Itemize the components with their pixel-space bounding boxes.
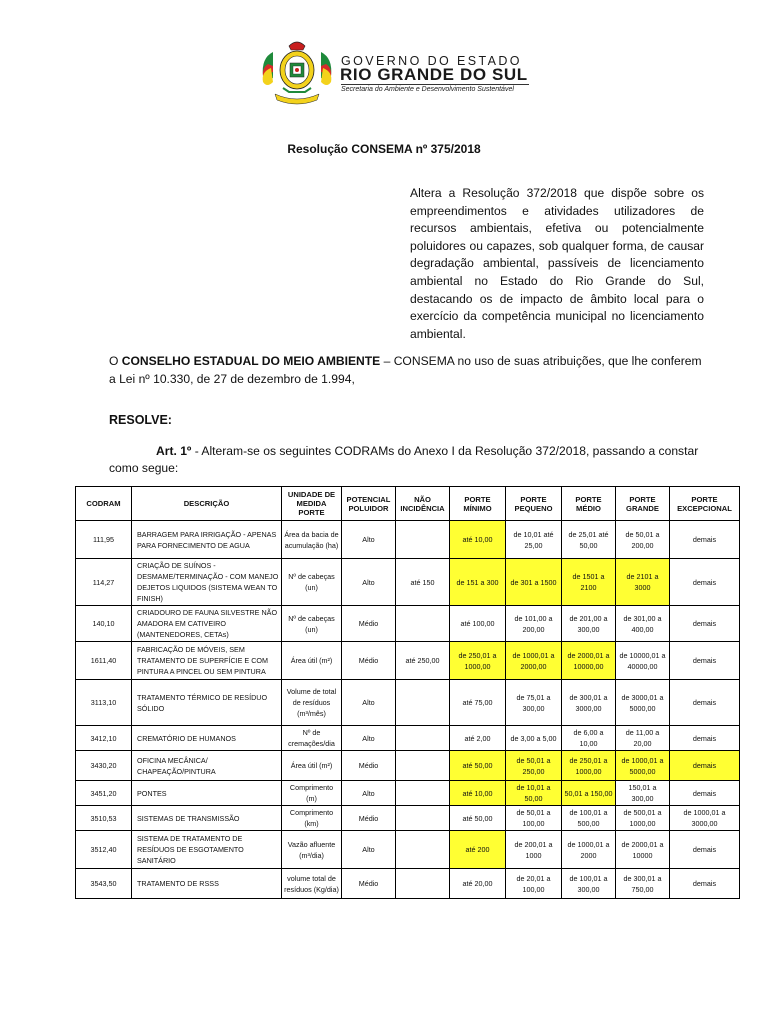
codram-cell: 3412,10 bbox=[76, 726, 132, 751]
codram-cell: 3543,50 bbox=[76, 869, 132, 899]
table-cell: 150,01 a 300,00 bbox=[616, 781, 670, 806]
table-cell: de 1501 a 2100 bbox=[562, 559, 616, 606]
table-row bbox=[76, 606, 740, 642]
table-cell: 50,01 a 150,00 bbox=[562, 781, 616, 806]
table-cell: volume total de resíduos (Kg/dia) bbox=[282, 869, 342, 899]
table-cell: de 3000,01 a 5000,00 bbox=[616, 680, 670, 726]
description-cell: SISTEMA DE TRATAMENTO DE RESÍDUOS DE ESGOTAMENTO SANITÁRIO bbox=[132, 831, 282, 869]
table-row bbox=[76, 680, 740, 726]
column-header: PORTE GRANDE bbox=[616, 487, 670, 521]
table-cell: de 250,01 a 1000,00 bbox=[562, 751, 616, 781]
table-cell: Nº de cabeças (un) bbox=[282, 606, 342, 642]
column-header: PORTE EXCEPCIONAL bbox=[670, 487, 740, 521]
council-name: CONSELHO ESTADUAL DO MEIO AMBIENTE bbox=[121, 354, 381, 368]
codram-cell: 3113,10 bbox=[76, 680, 132, 726]
table-cell bbox=[396, 726, 450, 751]
table-cell: Volume de total de resíduos (m³/mês) bbox=[282, 680, 342, 726]
table-cell: Área útil (m²) bbox=[282, 642, 342, 680]
table-row bbox=[76, 726, 740, 751]
column-header: NÃO INCIDÊNCIA bbox=[396, 487, 450, 521]
table-cell: até 250,00 bbox=[396, 642, 450, 680]
column-header: PORTE PEQUENO bbox=[506, 487, 562, 521]
table-cell: de 3,00 a 5,00 bbox=[506, 726, 562, 751]
table-cell bbox=[396, 831, 450, 869]
description-cell: CRIADOURO DE FAUNA SILVESTRE NÃO AMADORA EM CATIVEIRO (MANTENEDORES, CETAs) bbox=[132, 606, 282, 642]
table-cell: de 500,01 a 1000,00 bbox=[616, 806, 670, 831]
description-cell: BARRAGEM PARA IRRIGAÇÃO - APENAS PARA FORNECIMENTO DE AGUA bbox=[132, 521, 282, 559]
table-cell: de 101,00 a 200,00 bbox=[506, 606, 562, 642]
table-cell: Comprimento (m) bbox=[282, 781, 342, 806]
table-cell: até 200 bbox=[450, 831, 506, 869]
description-cell: FABRICAÇÃO DE MÓVEIS, SEM TRATAMENTO DE SUPERFÍCIE E COM PINTURA A PINCEL OU SEM PINTURA bbox=[132, 642, 282, 680]
table-row bbox=[76, 642, 740, 680]
resolve-heading: RESOLVE: bbox=[109, 413, 172, 427]
table-cell bbox=[396, 806, 450, 831]
codram-cell: 140,10 bbox=[76, 606, 132, 642]
intro-prefix: O bbox=[109, 354, 122, 368]
table-cell: até 100,00 bbox=[450, 606, 506, 642]
column-header: CODRAM bbox=[76, 487, 132, 521]
table-cell: Médio bbox=[342, 751, 396, 781]
table-row bbox=[76, 781, 740, 806]
table-row bbox=[76, 806, 740, 831]
table-cell: demais bbox=[670, 781, 740, 806]
table-cell: de 50,01 a 250,00 bbox=[506, 751, 562, 781]
table-cell: Médio bbox=[342, 869, 396, 899]
table-cell: demais bbox=[670, 642, 740, 680]
table-cell: até 10,00 bbox=[450, 781, 506, 806]
table-cell: até 50,00 bbox=[450, 751, 506, 781]
codram-table bbox=[75, 486, 740, 899]
table-cell: até 50,00 bbox=[450, 806, 506, 831]
table-cell: de 2000,01 a 10000,00 bbox=[562, 642, 616, 680]
table-cell: Nº de cabeças (un) bbox=[282, 559, 342, 606]
table-cell: Área da bacia de acumulação (ha) bbox=[282, 521, 342, 559]
intro-text: – CONSEMA no uso de suas atribuições, que lhe conferem a Lei nº 10.330, de 27 de dezembro de 1.994, bbox=[109, 354, 702, 386]
codram-cell: 3451,20 bbox=[76, 781, 132, 806]
table-cell: de 1000,01 a 2000,00 bbox=[506, 642, 562, 680]
table-cell bbox=[396, 680, 450, 726]
description-cell: OFICINA MECÂNICA/ CHAPEAÇÃO/PINTURA bbox=[132, 751, 282, 781]
table-cell bbox=[396, 521, 450, 559]
table-cell: de 2101 a 3000 bbox=[616, 559, 670, 606]
table-cell: de 200,01 a 1000 bbox=[506, 831, 562, 869]
table-cell: Alto bbox=[342, 831, 396, 869]
table-cell: Alto bbox=[342, 680, 396, 726]
table-cell: de 151 a 300 bbox=[450, 559, 506, 606]
table-cell: de 50,01 a 200,00 bbox=[616, 521, 670, 559]
table-cell: de 6,00 a 10,00 bbox=[562, 726, 616, 751]
table-cell: de 10,01 até 25,00 bbox=[506, 521, 562, 559]
rs-state-coat-of-arms-icon bbox=[259, 38, 335, 106]
table-cell: de 75,01 a 300,00 bbox=[506, 680, 562, 726]
table-cell: demais bbox=[670, 606, 740, 642]
intro-paragraph bbox=[109, 353, 705, 388]
table-cell: até 10,00 bbox=[450, 521, 506, 559]
codram-cell: 3510,53 bbox=[76, 806, 132, 831]
table-cell: de 100,01 a 500,00 bbox=[562, 806, 616, 831]
table-cell: Alto bbox=[342, 559, 396, 606]
description-cell: TRATAMENTO TÉRMICO DE RESÍDUO SÓLIDO bbox=[132, 680, 282, 726]
column-header: PORTE MÉDIO bbox=[562, 487, 616, 521]
table-cell: de 50,01 a 100,00 bbox=[506, 806, 562, 831]
table-cell: de 20,01 a 100,00 bbox=[506, 869, 562, 899]
resolution-summary: Altera a Resolução 372/2018 que dispõe sobre os empreendimentos e atividades utilizadores de recursos ambientais, efetiva ou potencialmente poluidores ou capazes, sob qualquer forma, de causar degradação ambiental, passíveis de licenciamento ambiental no Estado do Rio Grande do Sul, destacando os de impacto de âmbito local para o exercício da competência municipal no licenciamento ambiental. bbox=[410, 186, 704, 341]
table-cell bbox=[396, 606, 450, 642]
header-divider bbox=[341, 84, 529, 85]
table-cell: Alto bbox=[342, 521, 396, 559]
table-cell: Vazão afluente (m³/dia) bbox=[282, 831, 342, 869]
codram-cell: 111,95 bbox=[76, 521, 132, 559]
table-cell: Médio bbox=[342, 642, 396, 680]
table-cell bbox=[396, 751, 450, 781]
table-cell: Alto bbox=[342, 726, 396, 751]
table-cell: de 1000,01 a 2000 bbox=[562, 831, 616, 869]
table-cell: de 1000,01 a 5000,00 bbox=[616, 751, 670, 781]
resolution-title: Resolução CONSEMA nº 375/2018 bbox=[287, 142, 481, 156]
column-header: DESCRIÇÃO bbox=[132, 487, 282, 521]
table-cell: de 250,01 a 1000,00 bbox=[450, 642, 506, 680]
table-body bbox=[76, 521, 740, 899]
table-cell: demais bbox=[670, 680, 740, 726]
table-row bbox=[76, 751, 740, 781]
table-header-row bbox=[76, 487, 740, 521]
table-cell: demais bbox=[670, 521, 740, 559]
table-cell: de 10,01 a 50,00 bbox=[506, 781, 562, 806]
header-secretariat: Secretaria do Ambiente e Desenvolvimento Sustentável bbox=[341, 86, 514, 93]
table-cell: Nº de cremações/dia bbox=[282, 726, 342, 751]
article-1-label: Art. 1º bbox=[156, 444, 192, 458]
table-cell: Alto bbox=[342, 781, 396, 806]
table-cell: até 20,00 bbox=[450, 869, 506, 899]
header-government-line: GOVERNO DO ESTADO bbox=[341, 54, 522, 68]
header-state-name: RIO GRANDE DO SUL bbox=[340, 65, 528, 84]
description-cell: CREMATÓRIO DE HUMANOS bbox=[132, 726, 282, 751]
table-row bbox=[76, 521, 740, 559]
description-cell: TRATAMENTO DE RSSS bbox=[132, 869, 282, 899]
table-cell: demais bbox=[670, 751, 740, 781]
table-cell: demais bbox=[670, 726, 740, 751]
table-cell: de 300,01 a 3000,00 bbox=[562, 680, 616, 726]
article-1-text: - Alteram-se os seguintes CODRAMs do Anexo I da Resolução 372/2018, passando a constar como segue: bbox=[109, 444, 699, 475]
table-cell: Área útil (m²) bbox=[282, 751, 342, 781]
table-cell: Comprimento (km) bbox=[282, 806, 342, 831]
description-cell: CRIAÇÃO DE SUÍNOS - DESMAME/TERMINAÇÃO - COM MANEJO DEJETOS LIQUIDOS (SISTEMA WEAN TO FINISH) bbox=[132, 559, 282, 606]
table-cell: de 2000,01 a 10000 bbox=[616, 831, 670, 869]
table-row bbox=[76, 869, 740, 899]
table-cell: demais bbox=[670, 831, 740, 869]
codram-cell: 1611,40 bbox=[76, 642, 132, 680]
table-cell: de 10000,01 a 40000,00 bbox=[616, 642, 670, 680]
table-cell: de 11,00 a 20,00 bbox=[616, 726, 670, 751]
table-cell: de 201,00 a 300,00 bbox=[562, 606, 616, 642]
codram-cell: 114,27 bbox=[76, 559, 132, 606]
table-cell bbox=[396, 869, 450, 899]
table-cell: Médio bbox=[342, 806, 396, 831]
table-cell: de 301,00 a 400,00 bbox=[616, 606, 670, 642]
column-header: POTENCIAL POLUIDOR bbox=[342, 487, 396, 521]
table-cell: de 1000,01 a 3000,00 bbox=[670, 806, 740, 831]
table-cell: até 150 bbox=[396, 559, 450, 606]
table-cell: de 301 a 1500 bbox=[506, 559, 562, 606]
table-row bbox=[76, 559, 740, 606]
table-cell: demais bbox=[670, 559, 740, 606]
codram-cell: 3430,20 bbox=[76, 751, 132, 781]
column-header: PORTE MÍNIMO bbox=[450, 487, 506, 521]
table-cell: Médio bbox=[342, 606, 396, 642]
table-cell: até 2,00 bbox=[450, 726, 506, 751]
table-row bbox=[76, 831, 740, 869]
table-cell: de 25,01 até 50,00 bbox=[562, 521, 616, 559]
table-cell: de 100,01 a 300,00 bbox=[562, 869, 616, 899]
article-1-paragraph bbox=[109, 443, 705, 477]
codram-cell: 3512,40 bbox=[76, 831, 132, 869]
table-cell: de 300,01 a 750,00 bbox=[616, 869, 670, 899]
description-cell: SISTEMAS DE TRANSMISSÃO bbox=[132, 806, 282, 831]
table-cell: demais bbox=[670, 869, 740, 899]
description-cell: PONTES bbox=[132, 781, 282, 806]
column-header: UNIDADE DE MEDIDA PORTE bbox=[282, 487, 342, 521]
table-cell: até 75,00 bbox=[450, 680, 506, 726]
table-cell bbox=[396, 781, 450, 806]
